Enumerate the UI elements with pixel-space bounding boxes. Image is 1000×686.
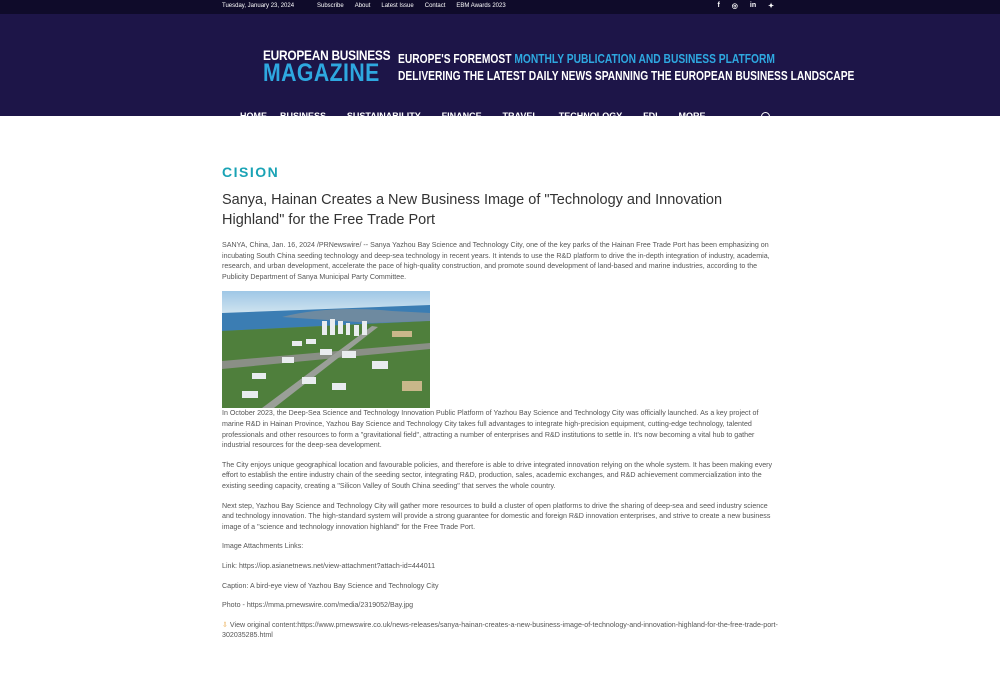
nav-label: TRAVEL <box>502 111 538 121</box>
nav-technology[interactable] <box>559 111 630 121</box>
cision-logo: CISION <box>222 164 280 180</box>
tagline-part-a: EUROPE'S FOREMOST <box>398 52 515 66</box>
article-lead: SANYA, China, Jan. 16, 2024 /PRNewswire/ -- Sanya Yazhou Bay Science and Technology City, one of the key parks of the Hainan Free Trade Port has been emphasizing on incubating South China seeding technology and deep-sea technology in recent years. It intends to use the R&D platform to drive the in-depth integration of industry, academia, research, and urban development, accelerate the pace of high-quality construction, and promote sound development of land-based and marine industries, according to the Publicity Department of Sanya Municipal Party Committee. <box>222 241 770 281</box>
nav-business[interactable] <box>280 111 334 121</box>
logo-line-1: EUROPEAN BUSINESS <box>263 47 391 63</box>
contact-link[interactable]: Contact <box>424 3 446 9</box>
tagline <box>398 51 854 85</box>
nav-more[interactable] <box>678 111 713 121</box>
linkedin-icon[interactable]: in <box>749 2 757 9</box>
attachments-heading: Image Attachments Links: <box>222 542 304 551</box>
top-links <box>317 3 506 9</box>
nav-sustainability[interactable] <box>347 111 429 121</box>
subscribe-link[interactable]: Subscribe <box>317 3 344 9</box>
nav-label: MORE <box>678 111 706 121</box>
photo-link[interactable]: Photo - https://mma.prnewswire.com/media/2319052/Bay.jpg <box>222 601 414 610</box>
nav-label: FINANCE <box>441 111 482 121</box>
nav-label: TECHNOLOGY <box>558 111 623 121</box>
chevron-down-icon: ⌄ <box>483 114 490 121</box>
attachment-link[interactable]: Link: https://iop.asianetnews.net/view-attachment?attach-id=444011 <box>222 561 436 570</box>
article-paragraph: In October 2023, the Deep-Sea Science and Technology Innovation Public Platform of Yazhou Bay Science and Technology City was officially launched. As a key project of marine R&D in Hainan Province, Yazhou Bay Science and Technology City takes full advantages to integrate high-precision equipment, cutting-edge technology, talented professionals and other resources to form a "gravitational field", attracting a number of enterprises and R&D institutions to settle in. It's now becoming a vital hub to gather industrial resources for the deep-sea development. <box>222 409 759 450</box>
nav-home[interactable] <box>240 111 267 121</box>
top-bar <box>0 0 1000 14</box>
article-paragraph: Next step, Yazhou Bay Science and Technology City will gather more resources to build a cluster of open platforms to drive the sharing of deep-sea and seed industry science and technology innovation. The high-standard system will provide a strong guarantee for domestic and foreign R&D innovation enterprises, and strive to create a new business image of a "science and technology innovation highland" for the Free Trade Port. <box>222 501 771 531</box>
search-icon[interactable] <box>761 112 770 121</box>
chevron-down-icon: ⌄ <box>422 114 429 121</box>
nav-finance[interactable] <box>442 111 490 121</box>
latest-issue-link[interactable]: Latest Issue <box>381 3 414 9</box>
article-photo <box>222 291 430 408</box>
tagline-highlight: MONTHLY PUBLICATION AND BUSINESS PLATFORM <box>514 52 775 66</box>
chevron-down-icon: ⌄ <box>328 114 334 121</box>
chevron-down-icon: ⌄ <box>707 114 714 121</box>
original-content-link[interactable] <box>222 620 778 641</box>
about-link[interactable]: About <box>354 3 371 9</box>
article-paragraph: The City enjoys unique geographical location and favourable policies, and therefore is able to drive integrated innovation relying on the whole system. It has been making every effort to establish the entire industry chain of the seeding sector, integrating R&D, production, sales, academic exchanges, and R&D achievement commercialization into the existing seeding capacity, creating a "Silicon Valley of South China seeding" that serves the whole country. <box>222 460 773 490</box>
masthead <box>0 14 1000 121</box>
nav-label: BUSINESS <box>280 111 327 121</box>
nav-fdi[interactable] <box>643 111 665 121</box>
tagline-line-2: DELIVERING THE LATEST DAILY NEWS SPANNING THE EUROPEAN BUSINESS LANDSCAPE <box>398 69 855 83</box>
article-title: Sanya, Hainan Creates a New Business Image of "Technology and Innovation Highland" for the Free Trade Port <box>222 192 723 228</box>
chevron-down-icon: ⌄ <box>624 114 631 121</box>
nav-label: FDI <box>643 111 658 121</box>
site-logo[interactable] <box>263 48 413 86</box>
original-content-text: View original content:https://www.prnewswire.co.uk/news-releases/sanya-hainan-creates-a-new-business-image-of-technology-and-innovation-highland-for-the-free-trade-port-302035285.html <box>222 620 778 640</box>
photo-caption: Caption: A bird-eye view of Yazhou Bay Science and Technology City <box>222 581 439 590</box>
nav-label: SUSTAINABILITY <box>346 111 421 121</box>
nav-label: HOME <box>240 111 267 121</box>
article <box>222 164 778 650</box>
facebook-icon[interactable]: f <box>717 2 720 9</box>
social-links <box>717 2 774 10</box>
twitter-icon[interactable]: ✦ <box>768 3 774 10</box>
logo-line-2: MAGAZINE <box>263 59 380 87</box>
current-date: Tuesday, January 23, 2024 <box>222 3 295 9</box>
instagram-icon[interactable]: ◎ <box>731 3 738 10</box>
main-nav <box>240 111 713 121</box>
nav-travel[interactable] <box>502 111 545 121</box>
document-icon: ⇩ <box>222 620 230 629</box>
chevron-down-icon: ⌄ <box>659 114 666 121</box>
chevron-down-icon: ⌄ <box>539 114 546 121</box>
awards-link[interactable]: EBM Awards 2023 <box>456 3 506 9</box>
